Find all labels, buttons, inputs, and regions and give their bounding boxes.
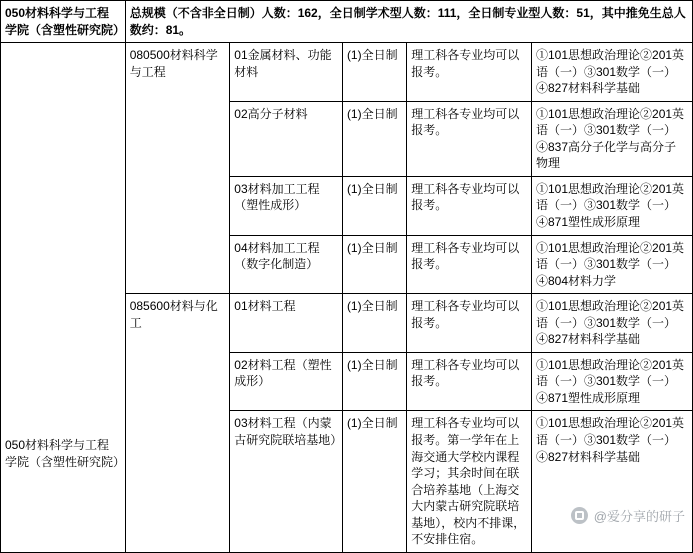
exam-subjects-cell: ①101思想政治理论②201英语（一）③301数学（一）④827材料科学基础	[532, 43, 693, 102]
direction-name-cell: 03材料加工工程（塑性成形）	[230, 176, 343, 235]
study-mode-cell: (1)全日制	[342, 43, 406, 102]
table-row	[1, 43, 693, 102]
study-mode-cell: (1)全日制	[342, 235, 406, 294]
major-code-name-cell: 085600材料与化工	[125, 294, 230, 553]
requirement-cell: 理工科各专业均可以报考。	[407, 176, 532, 235]
college-header-cell: 050材料科学与工程学院（含塑性研究院）	[1, 1, 126, 43]
direction-name-cell: 04材料加工工程（数字化制造）	[230, 235, 343, 294]
direction-name-cell: 01材料工程	[230, 294, 343, 353]
college-name-cell	[1, 43, 126, 553]
direction-name-cell: 01金属材料、功能材料	[230, 43, 343, 102]
exam-subjects-cell: ①101思想政治理论②201英语（一）③301数学（一）④827材料科学基础	[532, 411, 693, 552]
requirement-cell: 理工科各专业均可以报考。	[407, 235, 532, 294]
study-mode-cell: (1)全日制	[342, 176, 406, 235]
exam-subjects-cell: ①101思想政治理论②201英语（一）③301数学（一）④827材料科学基础	[532, 294, 693, 353]
direction-name-cell: 03材料工程（内蒙古研究院联培基地）	[230, 411, 343, 552]
requirement-cell: 理工科各专业均可以报考。	[407, 352, 532, 411]
study-mode-cell: (1)全日制	[342, 101, 406, 176]
watermark-text: @爱分享的研子	[593, 509, 685, 524]
study-mode-cell: (1)全日制	[342, 352, 406, 411]
requirement-cell: 理工科各专业均可以报考。第一学年在上海交通大学校内课程学习；其余时间在联合培养基地（上海交大内蒙古研究院联培基地），校内不排课，不安排住宿。	[407, 411, 532, 552]
direction-name-cell: 02材料工程（塑性成形）	[230, 352, 343, 411]
exam-subjects-cell: ①101思想政治理论②201英语（一）③301数学（一）④837高分子化学与高分子物理	[532, 101, 693, 176]
direction-name-cell: 02高分子材料	[230, 101, 343, 176]
exam-subjects-cell: ①101思想政治理论②201英语（一）③301数学（一）④871塑性成形原理	[532, 176, 693, 235]
exam-subjects-cell: ①101思想政治理论②201英语（一）③301数学（一）④804材料力学	[532, 235, 693, 294]
requirement-cell: 理工科各专业均可以报考。	[407, 43, 532, 102]
exam-subjects-cell: ①101思想政治理论②201英语（一）③301数学（一）④871塑性成形原理	[532, 352, 693, 411]
requirement-cell: 理工科各专业均可以报考。	[407, 294, 532, 353]
app-logo-icon	[571, 507, 588, 524]
major-code-name-cell: 080500材料科学与工程	[125, 43, 230, 294]
watermark	[571, 506, 685, 525]
study-mode-cell: (1)全日制	[342, 411, 406, 552]
requirement-cell: 理工科各专业均可以报考。	[407, 101, 532, 176]
study-mode-cell: (1)全日制	[342, 294, 406, 353]
college-name-label: 050材料科学与工程学院（含塑性研究院）	[5, 438, 126, 469]
table-header-row	[1, 1, 693, 43]
summary-cell: 总规模（不含非全日制）人数：162，全日制学术型人数：111，全日制专业型人数：51，其中推免生总人数约：81。	[125, 1, 692, 43]
